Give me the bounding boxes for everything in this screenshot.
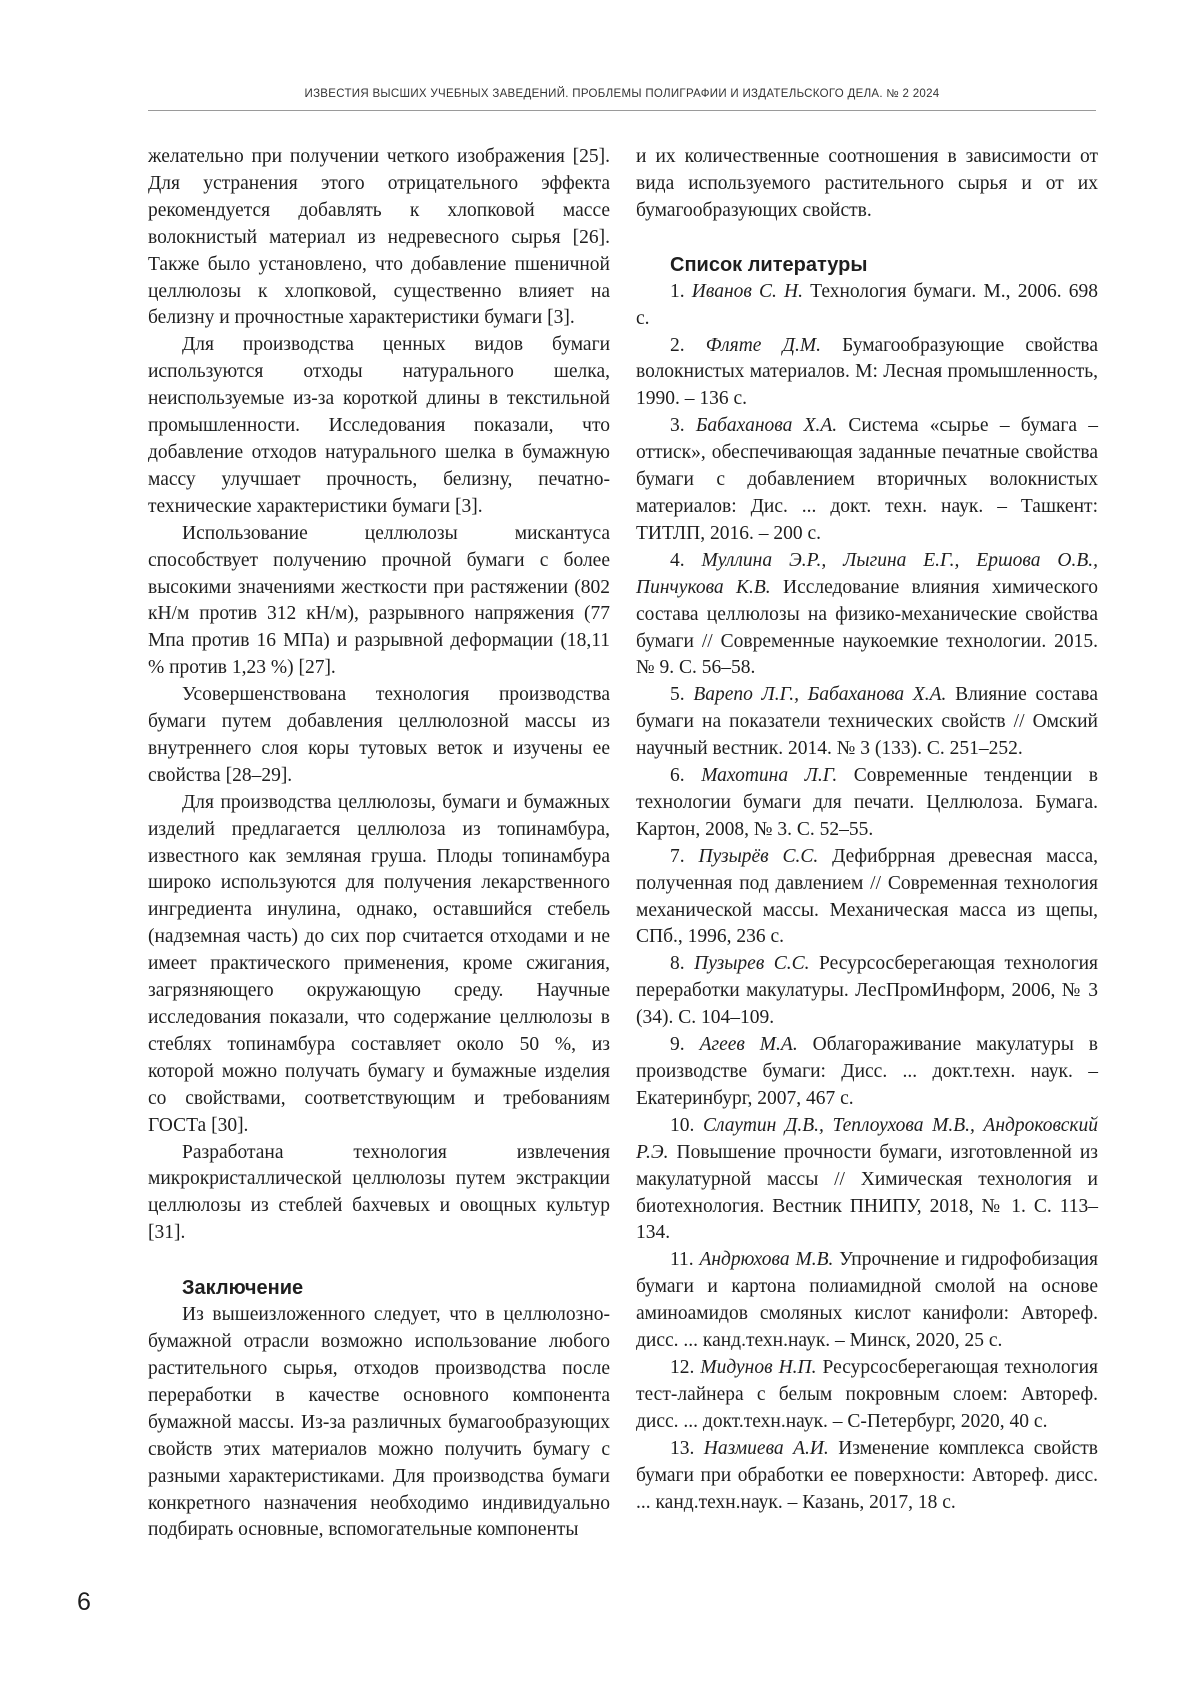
paragraph: желательно при получении четкого изображения [25]. Для устранения этого отрицательного эффекта рекомендуется добавлять к хлопковой массе волокнистый материал из недревесного сырья [26]. Также было установлено, что добавление пшеничной целлюлозы к хлопковой, существенно влияет на белизну и прочностные характеристики бумаги [3]. bbox=[148, 146, 610, 329]
reference-authors: Слаутин Д.В., Теплоухова М.В., Андроковский Р.Э. bbox=[636, 1114, 1098, 1163]
reference-item bbox=[636, 844, 1098, 952]
reference-text: Упрочнение и гидрофобизация бумаги и картона полиамидной смолой на основе аминоамидов смоляных кислот канифоли: Автореф. дисс. ... канд.техн.наук. – Минск, 2020, 25 с. bbox=[636, 1249, 1098, 1352]
conclusion-heading: Заключение bbox=[182, 1277, 304, 1300]
reference-text: Бумагообразующие свойства волокнистых материалов. М: Лесная промышленность, 1990. – 136 с. bbox=[636, 334, 1099, 410]
reference-text: Ресурсосберегающая технология тест-лайнера с белым покровным слоем: Автореф. дисс. ... докт.техн.наук. – С-Петербург, 2020, 40 с. bbox=[636, 1356, 1099, 1432]
reference-text: Дефибррная древесная масса, полученная под давлением // Современная технология механической массы. Механическая масса из щепы, СПб., 1996, 236 с. bbox=[636, 845, 1099, 948]
paragraph: Для производства целлюлозы, бумаги и бумажных изделий предлагается целлюлоза из топинамбура, известного как земляная груша. Плоды топинамбура широко используются для получения лекарственного ингредиента инулина, однако, оставшийся стебель (надземная часть) до сих пор считается отходами и не имеет практического применения, кроме сжигания, загрязняющего окружающую среду. Научные исследования показали, что содержание целлюлозы в стеблях топинамбура составляет около 50 %, из которой можно получать бумагу и бумажные изделия со свойствами, соответствующим и требованиям ГОСТа [30]. bbox=[148, 791, 610, 1136]
reference-number: 10. bbox=[670, 1114, 703, 1136]
reference-text: Повышение прочности бумаги, изготовленной из макулатурной массы // Химическая технология и биотехнология. Вестник ПНИПУ, 2018, № 1. С. 113–134. bbox=[636, 1141, 1098, 1244]
conclusion-paragraph: Из вышеизложенного следует, что в целлюлозно-бумажной отрасли возможно использование любого растительного сырья, отходов производства после переработки в качестве основного компонента бумажной массы. Из-за различных бумагообразующих свойств этих материалов можно получить бумагу с разными характеристиками. Для производства бумаги конкретного назначения необходимо индивидуально подбирать основные, вспомогательные компоненты bbox=[148, 1304, 610, 1541]
reference-text: Влияние состава бумаги на показатели технических свойств // Омский научный вестник. 2014. № 3 (133). С. 251–252. bbox=[636, 684, 1099, 760]
reference-item bbox=[636, 548, 1098, 683]
reference-authors: Мидунов Н.П. bbox=[700, 1356, 817, 1378]
reference-number: 3. bbox=[670, 415, 696, 437]
reference-number: 13. bbox=[670, 1437, 704, 1459]
reference-authors: Иванов С. Н. bbox=[691, 280, 804, 302]
reference-item bbox=[636, 1436, 1098, 1517]
reference-authors: Варепо Л.Г., Бабаханова Х.А. bbox=[693, 684, 947, 706]
reference-text: Современные тенденции в технологии бумаги для печати. Целлюлоза. Бумага. Картон, 2008, № 3. С. 52–55. bbox=[636, 765, 1098, 840]
reference-item bbox=[636, 763, 1098, 844]
reference-authors: Андрюхова М.В. bbox=[699, 1249, 834, 1271]
paragraph: Для производства ценных видов бумаги используются отходы натурального шелка, неиспользуемые из-за короткой длины в текстильной промышленности. Исследования показали, что добавление отходов натурального шелка в бумажную массу улучшает прочность, белизну, печатно-технические характеристики бумаги [3]. bbox=[148, 334, 610, 517]
reference-number: 11. bbox=[670, 1249, 700, 1271]
reference-authors: Фляте Д.М. bbox=[705, 334, 821, 356]
reference-authors: Пузырёв С.С. bbox=[698, 845, 819, 867]
paragraph: Разработана технология извлечения микрокристаллической целлюлозы путем экстракции целлюлозы из стеблей бахчевых и овощных культур [31]. bbox=[148, 1141, 610, 1244]
references-heading: Список литературы bbox=[670, 253, 868, 276]
paragraph: Использование целлюлозы мискантуса способствует получению прочной бумаги с более высокими значениями жесткости при растяжении (802 кН/м против 312 кН/м), разрывного напряжения (77 Мпа против 16 МПа) и разрывной деформации (18,11 % против 1,23 %) [27]. bbox=[148, 522, 610, 679]
reference-list bbox=[636, 279, 1098, 1517]
reference-item bbox=[636, 1355, 1098, 1436]
reference-item bbox=[636, 413, 1098, 548]
reference-number: 5. bbox=[670, 684, 694, 706]
reference-item bbox=[636, 333, 1098, 414]
right-column bbox=[636, 144, 1098, 1516]
paragraph: Усовершенствована технология производства бумаги путем добавления целлюлозной массы из внутреннего слоя коры тутовых веток и изучены ее свойства [28–29]. bbox=[148, 684, 610, 786]
reference-authors: Пузырев С.С. bbox=[694, 953, 810, 975]
reference-item bbox=[636, 1032, 1098, 1113]
reference-item bbox=[636, 1113, 1098, 1248]
reference-number: 1. bbox=[670, 280, 692, 302]
reference-number: 9. bbox=[670, 1034, 700, 1056]
reference-authors: Назмиева А.И. bbox=[703, 1437, 829, 1459]
reference-number: 6. bbox=[670, 765, 702, 787]
reference-number: 8. bbox=[670, 953, 695, 975]
reference-authors: Бабаханова Х.А. bbox=[695, 415, 838, 437]
reference-number: 7. bbox=[670, 845, 699, 867]
reference-authors: Муллина Э.Р., Лыгина Е.Г., Ершова О.В., Пинчукова К.В. bbox=[636, 549, 1098, 598]
reference-item bbox=[636, 279, 1098, 333]
reference-text: Система «сырье – бумага – оттиск», обеспечивающая заданные печатные свойства бумаги с добавлением вторичных волокнистых материалов: Дис. ... докт. техн. наук. – Ташкент: ТИТЛП, 2016. – 200 с. bbox=[636, 415, 1098, 544]
reference-authors: Агеев М.А. bbox=[699, 1034, 798, 1056]
reference-number: 4. bbox=[670, 549, 702, 571]
page-number: 6 bbox=[77, 1588, 91, 1616]
reference-item bbox=[636, 951, 1098, 1032]
reference-number: 2. bbox=[670, 334, 706, 356]
reference-text: Облагораживание макулатуры в производстве бумаги: Дисс. ... докт.техн. наук. – Екатеринбург, 2007, 467 с. bbox=[636, 1034, 1099, 1109]
reference-text: Исследование влияния химического состава целлюлозы на физико-механические свойства бумаги // Современные наукоемкие технологии. 2015. № 9. С. 56–58. bbox=[636, 576, 1098, 679]
header-rule bbox=[148, 110, 1096, 111]
reference-item bbox=[636, 1247, 1098, 1355]
reference-text: Ресурсосберегающая технология переработки макулатуры. ЛесПромИнформ, 2006, № 3 (34). С. 104–109. bbox=[636, 953, 1099, 1029]
running-header: ИЗВЕСТИЯ ВЫСШИХ УЧЕБНЫХ ЗАВЕДЕНИЙ. ПРОБЛЕМЫ ПОЛИГРАФИИ И ИЗДАТЕЛЬСКОГО ДЕЛА. № 2 2024 bbox=[304, 88, 940, 100]
reference-text: Технология бумаги. М., 2006. 698 с. bbox=[636, 280, 1099, 329]
reference-authors: Махотина Л.Г. bbox=[701, 765, 838, 787]
reference-item bbox=[636, 682, 1098, 763]
left-column bbox=[148, 144, 610, 1544]
reference-text: Изменение комплекса свойств бумаги при обработки ее поверхности: Автореф. дисс. ... канд.техн.наук. – Казань, 2017, 18 с. bbox=[636, 1437, 1098, 1513]
reference-number: 12. bbox=[670, 1356, 701, 1378]
continuation-paragraph: и их количественные соотношения в зависимости от вида используемого растительного сырья и от их бумагообразующих свойств. bbox=[636, 146, 1098, 221]
